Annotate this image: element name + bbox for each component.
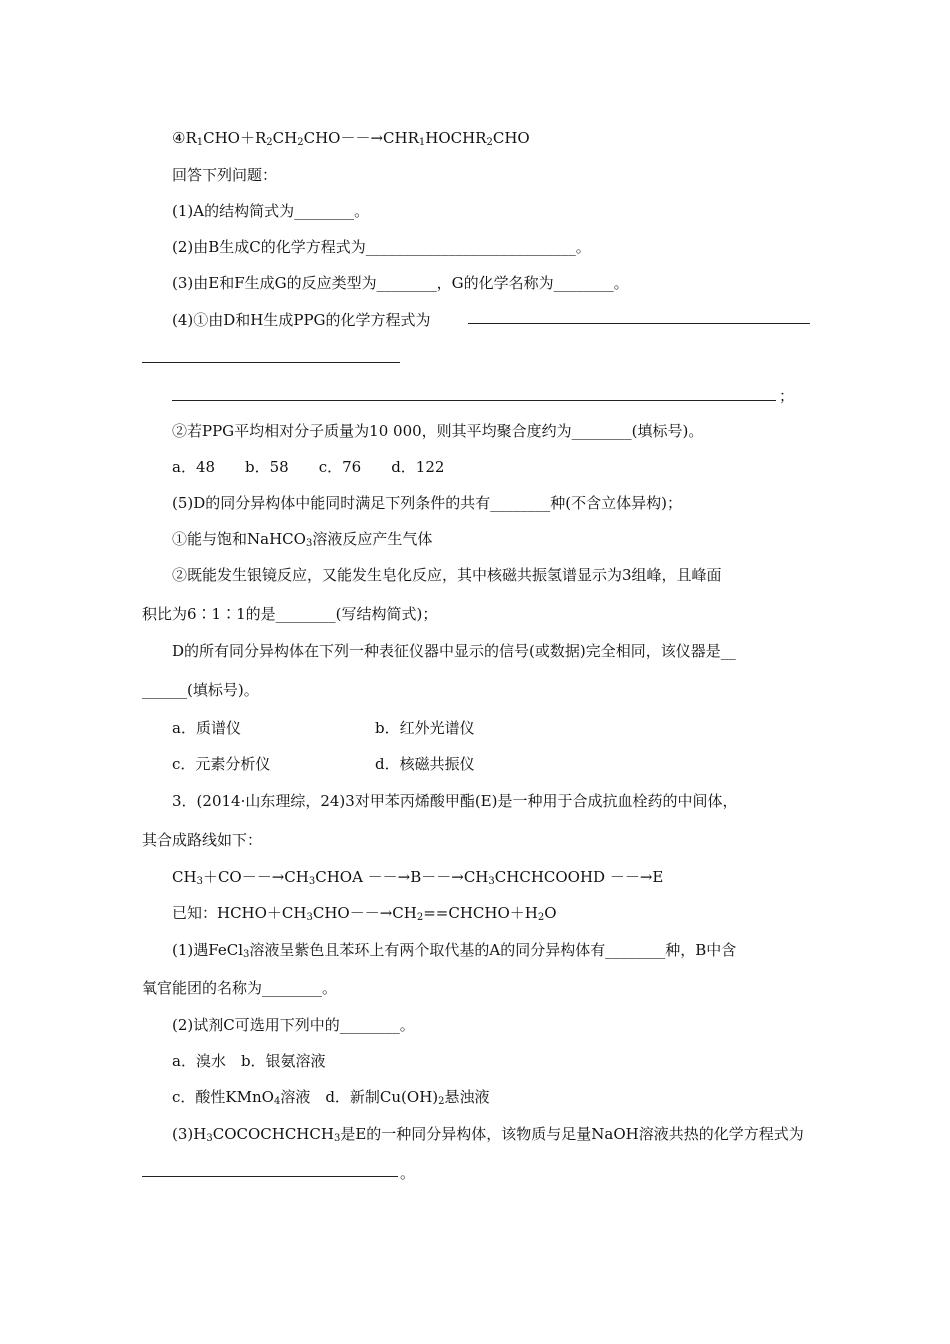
choice-d: d．核磁共振仪 [375, 755, 475, 773]
p3-question-2: (2)试剂C可选用下列中的________。 [172, 1016, 415, 1034]
p3-choices-cd: c．酸性KMnO$_4$溶液 d．新制$Cu(OH)_2$悬浊液 [172, 1088, 490, 1107]
answer-blank-line [142, 1176, 398, 1177]
question-2: (2)由B生成C的化学方程式为____________________________。 [172, 238, 591, 256]
p3-choices-ab: a．溴水 b．银氨溶液 [172, 1052, 326, 1070]
known-reaction: 已知：$HCHO+CH_3CHO--\to CH_2==CHCHO+H_2O$ [172, 904, 557, 923]
line-end-semicolon: ； [779, 387, 795, 405]
condition-2-cont: 积比为6∶1∶1的是________(写结构简式)； [142, 605, 438, 623]
synthesis-route: $CH_3+CO--\to CH_3CHOA$ $--\to B--\to CH_3CHCHCOOHD --\to E$ [172, 868, 664, 887]
answer-blank-line [142, 362, 400, 363]
p3-question-1: (1)遇FeCl$_3$溶液呈紫色且苯环上有两个取代基的A的同分异构体有________种，B中含 [172, 941, 737, 960]
answer-blank-line [468, 323, 810, 324]
question-5-instrument-cont: ______(填标号)。 [142, 681, 259, 699]
answer-blank-line [172, 400, 776, 401]
question-4-2: ②若PPG平均相对分子质量为10 000，则其平均聚合度约为________(填标号)。 [172, 422, 704, 440]
condition-2: ②既能发生银镜反应，又能发生皂化反应，其中核磁共振氢谱显示为3组峰，且峰面 [172, 566, 722, 584]
p3-question-3: $(3)H_3COCOCHCHCH_3$是E的一种同分异构体，该物质与足量NaOH溶液共热的化学方程式为 [172, 1125, 804, 1144]
question-5-instrument: D的所有同分异构体在下列一种表征仪器中显示的信号(或数据)完全相同，该仪器是__ [172, 642, 736, 660]
condition-1: ①能与饱和NaHCO$_3$溶液反应产生气体 [172, 530, 433, 549]
line-end-period: 。 [400, 1164, 416, 1182]
p3-question-1-cont: 氧官能团的名称为________。 [142, 979, 338, 997]
instruction-line: 回答下列问题： [172, 166, 278, 184]
question-4-1: (4)①由D和H生成PPG的化学方程式为 [172, 311, 431, 329]
choices-4-2: a．48 b．58 c．76 d．122 [172, 458, 445, 476]
question-5: (5)D的同分异构体中能同时满足下列条件的共有________种(不含立体异构)； [172, 494, 682, 512]
choice-a: a．质谱仪 [172, 719, 241, 737]
reaction-line-4: $④R_1CHO+R_2CH_2CHO--\to CHR_1HOCHR_2CHO$ [172, 129, 530, 148]
problem-3-heading: 3．(2014·山东理综，24)3对甲苯丙烯酸甲酯(E)是一种用于合成抗血栓药的中间体， [172, 792, 738, 810]
question-3: (3)由E和F生成G的反应类型为________，G的化学名称为________。 [172, 274, 629, 292]
choice-c: c．元素分析仪 [172, 755, 271, 773]
choice-b: b．红外光谱仪 [375, 719, 475, 737]
problem-3-heading-cont: 其合成路线如下： [142, 831, 263, 849]
question-1: (1)A的结构简式为________。 [172, 202, 370, 220]
